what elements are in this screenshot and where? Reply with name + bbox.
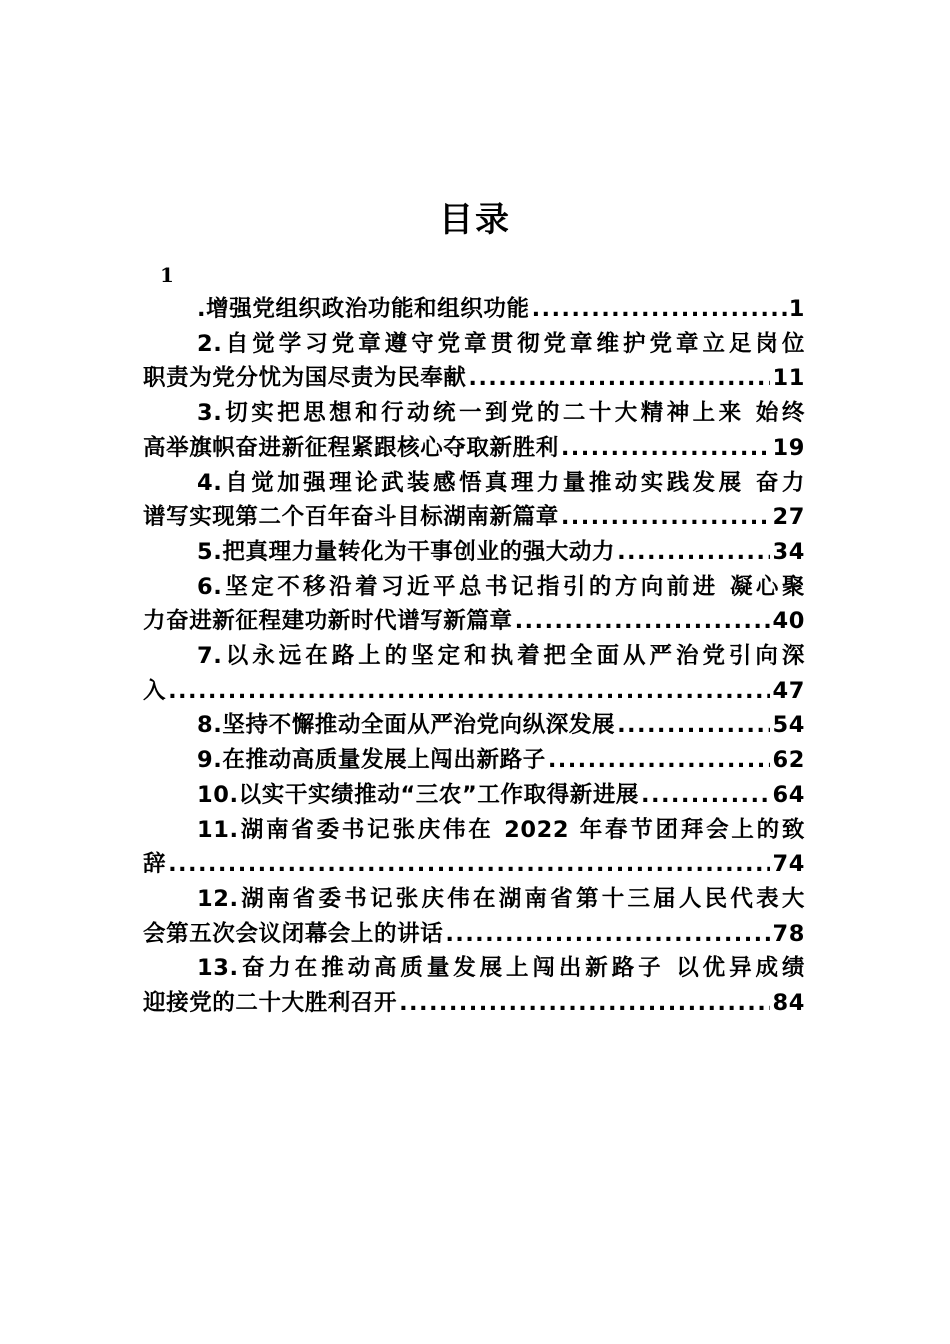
toc-entry[interactable]: [143, 882, 805, 951]
toc-dot-leader: [399, 986, 770, 1021]
toc-entry-title: 11.湖南省委书记张庆伟在 2022 年春节团拜会上的致: [197, 816, 805, 843]
toc-entry-first-line: [143, 327, 805, 362]
toc-entry-first-line: [143, 396, 805, 431]
toc-entry-title: .增强党组织政治功能和组织功能: [197, 296, 530, 322]
toc-entry[interactable]: [143, 778, 805, 813]
toc-dot-leader: [468, 361, 770, 396]
toc-dot-leader: [168, 674, 770, 709]
toc-entry-title-continued: 会第五次会议闭幕会上的讲话: [143, 920, 444, 947]
toc-entry-first-line: [143, 951, 805, 986]
toc-dot-leader: [617, 708, 770, 743]
page-title: 目录: [439, 200, 511, 240]
toc-page-number: 54: [772, 712, 805, 739]
toc-page-number: 47: [772, 677, 805, 704]
toc-entry[interactable]: [143, 535, 805, 570]
toc-dot-leader: [515, 604, 771, 639]
toc-entry[interactable]: [143, 327, 805, 396]
toc-entry[interactable]: [143, 639, 805, 708]
toc-page-number: 74: [772, 851, 805, 878]
toc-entry[interactable]: [143, 466, 805, 535]
toc-page-number: 84: [772, 990, 805, 1017]
toc-dot-leader: [617, 535, 770, 570]
toc-entry-first-line: [143, 708, 805, 743]
toc-entry-title: 8.坚持不懈推动全面从严治党向纵深发展: [197, 712, 616, 739]
toc-entry-title: 13.奋力在推动高质量发展上闯出新路子 以优异成绩: [197, 955, 805, 982]
toc-entry-first-line: [143, 882, 805, 917]
toc-dot-leader: [168, 847, 770, 882]
toc-page-number: 34: [772, 538, 805, 565]
toc-page-number: 11: [772, 365, 805, 392]
toc-entry-title: 9.在推动高质量发展上闯出新路子: [197, 747, 546, 774]
toc-entry-first-line: [143, 466, 805, 501]
toc-entry[interactable]: [143, 708, 805, 743]
toc-entry[interactable]: [143, 951, 805, 1020]
toc-entry-second-line: [143, 361, 805, 396]
toc-page-number: 27: [772, 504, 805, 531]
toc-dot-leader: [445, 917, 770, 952]
toc-entry-first-line: [143, 639, 805, 674]
toc-dot-leader: [561, 500, 771, 535]
toc-entry-second-line: [143, 986, 805, 1021]
toc-entry-second-line: [143, 847, 805, 882]
toc-dot-leader: [641, 778, 770, 813]
toc-entry-first-line: [143, 778, 805, 813]
toc-entry-first-line: [143, 535, 805, 570]
toc-entry-title: 7.以永远在路上的坚定和执着把全面从严治党引向深: [197, 643, 805, 670]
toc-entry[interactable]: [143, 570, 805, 639]
toc-page-number: 62: [772, 747, 805, 774]
toc-page-number: 78: [772, 920, 805, 947]
toc-entry[interactable]: [143, 396, 805, 465]
toc-entry[interactable]: [143, 813, 805, 882]
toc-page-number: 1: [788, 296, 805, 322]
table-of-contents: [143, 292, 805, 1021]
toc-entry-second-line: [143, 604, 805, 639]
toc-dot-leader: [548, 743, 771, 778]
toc-entry-title: 12.湖南省委书记张庆伟在湖南省第十三届人民代表大: [197, 885, 805, 912]
toc-entry-title-continued: 入: [143, 677, 167, 704]
toc-dot-leader: [532, 292, 787, 327]
toc-entry-title-continued: 迎接党的二十大胜利召开: [143, 990, 398, 1017]
toc-entry-title-continued: 谱写实现第二个百年奋斗目标湖南新篇章: [143, 504, 559, 531]
toc-entry-title-continued: 辞: [143, 851, 167, 878]
toc-entry-first-line: [143, 813, 805, 848]
toc-entry-second-line: [143, 674, 805, 709]
toc-entry-title: 10.以实干实绩推动“三农”工作取得新进展: [197, 781, 640, 808]
toc-entry-title-continued: 力奋进新征程建功新时代谱写新篇章: [143, 608, 513, 635]
toc-entry-title: 4.自觉加强理论武装感悟真理力量推动实践发展 奋力: [197, 469, 805, 496]
toc-entry-title: 5.把真理力量转化为干事创业的强大动力: [197, 538, 616, 565]
toc-entry-second-line: [143, 500, 805, 535]
toc-entry-title-continued: 职责为党分忧为国尽责为民奉献: [143, 365, 467, 392]
toc-entry[interactable]: [143, 743, 805, 778]
toc-page-number: 19: [772, 434, 805, 461]
toc-page-number: 64: [772, 781, 805, 808]
toc-entry-first-line: [143, 570, 805, 605]
toc-entry-title: 2.自觉学习党章遵守党章贯彻党章维护党章立足岗位: [197, 330, 805, 357]
stray-number: 1: [160, 263, 174, 287]
toc-dot-leader: [561, 431, 771, 466]
toc-entry-title: 3.切实把思想和行动统一到党的二十大精神上来 始终: [197, 400, 805, 427]
toc-entry-second-line: [143, 431, 805, 466]
toc-entry-first-line: [143, 743, 805, 778]
toc-page-number: 40: [772, 608, 805, 635]
toc-entry-second-line: [143, 917, 805, 952]
toc-entry[interactable]: [143, 292, 805, 327]
toc-entry-title-continued: 高举旗帜奋进新征程紧跟核心夺取新胜利: [143, 434, 559, 461]
toc-entry-title: 6.坚定不移沿着习近平总书记指引的方向前进 凝心聚: [197, 573, 805, 600]
toc-entry-first-line: [143, 292, 805, 327]
